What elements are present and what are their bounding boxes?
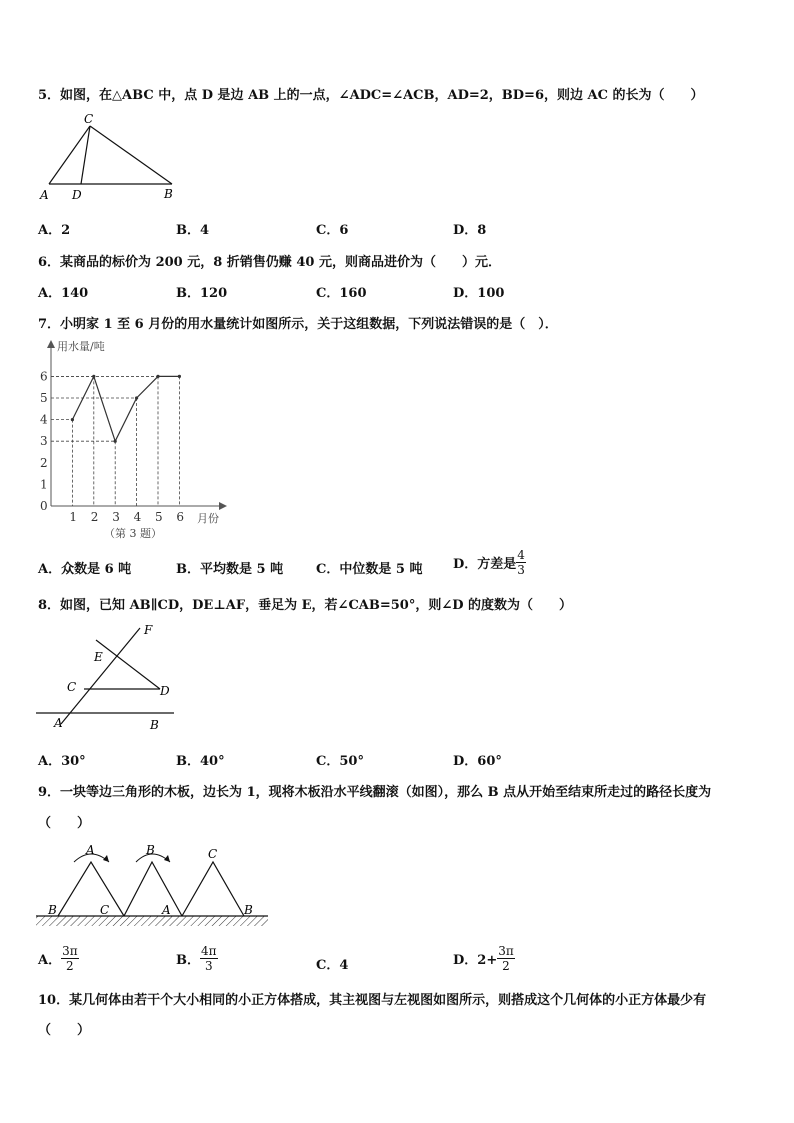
q5-label-c: C bbox=[84, 112, 94, 126]
q7-option-d-denominator: 3 bbox=[517, 563, 525, 577]
q9-option-a-prefix: A． bbox=[38, 953, 62, 968]
q7-option-d-prefix: D．方差是 bbox=[453, 557, 517, 572]
q7-data-point-5 bbox=[156, 375, 159, 378]
q9-option-b bbox=[176, 944, 218, 973]
q5-triangle-diagram bbox=[36, 110, 186, 205]
q7-option-d-numerator: 4 bbox=[517, 548, 525, 562]
q9-option-b-fraction bbox=[200, 944, 218, 973]
q9-rolling-triangle-diagram bbox=[36, 840, 276, 932]
q7-y-tick-label-2: 2 bbox=[40, 455, 48, 470]
question-5-text: 5．如图，在△ABC 中，点 D 是边 AB 上的一点，∠ADC=∠ACB，AD=2，BD=6，则边 AC 的长为（ ） bbox=[38, 88, 704, 103]
question-7-text: 7．小明家 1 至 6 月份的用水量统计如图所示，关于这组数据，下列说法错误的是（ ）． bbox=[38, 317, 558, 332]
q5-option-a: A．2 bbox=[38, 223, 71, 238]
q7-y-axis-label: 用水量/吨 bbox=[57, 340, 105, 353]
q9-option-b-denominator: 3 bbox=[204, 959, 213, 973]
q7-y-axis-arrow bbox=[47, 340, 55, 348]
q7-y-tick-label-4: 4 bbox=[40, 412, 48, 427]
question-9-text-line2: （ ） bbox=[38, 816, 91, 831]
q5-label-d: D bbox=[72, 188, 82, 202]
q5-label-b: B bbox=[164, 187, 173, 201]
q7-x-tick-label-4: 4 bbox=[133, 510, 142, 524]
q9-triangle-3 bbox=[182, 862, 244, 916]
q9-label-b-end: B bbox=[244, 903, 253, 917]
q6-option-c: C．160 bbox=[316, 286, 367, 301]
q9-option-a-numerator: 3π bbox=[62, 944, 78, 958]
q7-y-tick-label-1: 1 bbox=[40, 477, 48, 492]
q7-data-point-2 bbox=[92, 375, 95, 378]
q8-line-de bbox=[96, 640, 160, 689]
q9-option-d-prefix: D．2+ bbox=[453, 953, 498, 968]
q9-label-b-top: B bbox=[146, 843, 155, 857]
q6-option-d: D．100 bbox=[453, 286, 505, 301]
q9-option-d-fraction bbox=[497, 944, 515, 973]
q9-option-d bbox=[453, 944, 515, 973]
q7-x-tick-label-1: 1 bbox=[69, 510, 78, 524]
q7-x-tick-label-6: 6 bbox=[176, 510, 185, 524]
q8-option-d: D．60° bbox=[453, 754, 502, 769]
q5-option-d: D．8 bbox=[453, 223, 487, 238]
question-10-text-line1: 10．某几何体由若干个大小相同的小正方体搭成，其主视图与左视图如图所示，则搭成这个几何体的小正方体最少有 bbox=[38, 993, 707, 1008]
q9-label-a-top: A bbox=[86, 843, 95, 857]
q9-label-c-top: C bbox=[208, 847, 218, 861]
q5-segment-cd bbox=[81, 126, 90, 184]
q5-segment-cb bbox=[90, 126, 172, 184]
q7-option-b: B．平均数是 5 吨 bbox=[176, 562, 284, 577]
q9-label-a-ground: A bbox=[162, 903, 171, 917]
q5-option-b: B．4 bbox=[176, 223, 210, 238]
q7-x-tick-label-2: 2 bbox=[90, 510, 99, 524]
q7-option-c: C．中位数是 5 吨 bbox=[316, 562, 423, 577]
q5-option-c: C．6 bbox=[316, 223, 349, 238]
q7-data-point-1 bbox=[71, 418, 74, 421]
q7-data-point-3 bbox=[114, 440, 117, 443]
q9-label-c-first: C bbox=[100, 903, 110, 917]
q8-option-b: B．40° bbox=[176, 754, 225, 769]
q7-y-tick-label-5: 5 bbox=[40, 391, 48, 405]
question-9-text-line1: 9．一块等边三角形的木板，边长为 1，现将木板沿水平线翻滚（如图），那么 B 点从开始至结束所走过的路径长度为 bbox=[38, 785, 712, 800]
q7-x-tick-label-3: 3 bbox=[112, 510, 120, 524]
q8-label-d: D bbox=[160, 684, 170, 698]
q8-label-c: C bbox=[67, 680, 77, 694]
q8-option-c: C．50° bbox=[316, 754, 364, 769]
question-10-text-line2: （ ） bbox=[38, 1023, 91, 1038]
q9-option-a-fraction bbox=[61, 944, 79, 973]
q9-option-b-numerator: 4π bbox=[201, 944, 217, 958]
q6-option-a: A．140 bbox=[38, 286, 89, 301]
q9-ground-hatching bbox=[36, 916, 268, 926]
q9-option-d-numerator: 3π bbox=[498, 944, 514, 958]
q7-x-axis-arrow bbox=[219, 502, 227, 510]
q7-x-tick-label-5: 5 bbox=[155, 510, 163, 524]
q7-data-point-6 bbox=[178, 375, 181, 378]
q7-option-a: A．众数是 6 吨 bbox=[38, 562, 132, 577]
question-8-text: 8．如图，已知 AB∥CD，DE⊥AF，垂足为 E，若∠CAB=50°，则∠D 的度数为（ ） bbox=[38, 598, 573, 613]
q8-label-a: A bbox=[54, 716, 63, 730]
q8-label-e: E bbox=[94, 650, 103, 664]
q9-option-d-denominator: 2 bbox=[502, 959, 510, 973]
q9-option-a bbox=[38, 944, 79, 973]
q9-label-b-start: B bbox=[48, 903, 57, 917]
question-6-text: 6．某商品的标价为 200 元，8 折销售仍赚 40 元，则商品进价为（ ）元． bbox=[38, 255, 501, 270]
q6-option-b: B．120 bbox=[176, 286, 228, 301]
q9-triangle-2 bbox=[124, 862, 182, 916]
q7-option-d-fraction bbox=[516, 548, 526, 577]
q7-water-usage-chart bbox=[34, 336, 234, 546]
q8-parallel-lines-diagram bbox=[36, 620, 181, 735]
q8-line-af bbox=[61, 628, 140, 724]
q7-y-tick-label-0: 0 bbox=[40, 499, 48, 513]
q8-label-f: F bbox=[144, 623, 153, 637]
q7-y-tick-label-6: 6 bbox=[40, 369, 48, 384]
q7-x-axis-label: 月份 bbox=[197, 512, 219, 525]
q5-segment-ac bbox=[49, 126, 90, 184]
q9-option-b-prefix: B． bbox=[176, 953, 200, 968]
q7-data-point-4 bbox=[135, 396, 138, 399]
q8-label-b: B bbox=[150, 718, 159, 732]
q5-label-a: A bbox=[40, 188, 49, 202]
q8-option-a: A．30° bbox=[38, 754, 86, 769]
q7-chart-caption: （第 3 题） bbox=[104, 527, 162, 540]
q7-option-d bbox=[453, 548, 526, 577]
q9-triangle-1 bbox=[58, 862, 124, 916]
q9-option-c: C．4 bbox=[316, 958, 349, 973]
q7-y-tick-label-3: 3 bbox=[40, 434, 48, 449]
q9-option-a-denominator: 2 bbox=[66, 959, 74, 973]
q7-series-line bbox=[72, 376, 179, 441]
